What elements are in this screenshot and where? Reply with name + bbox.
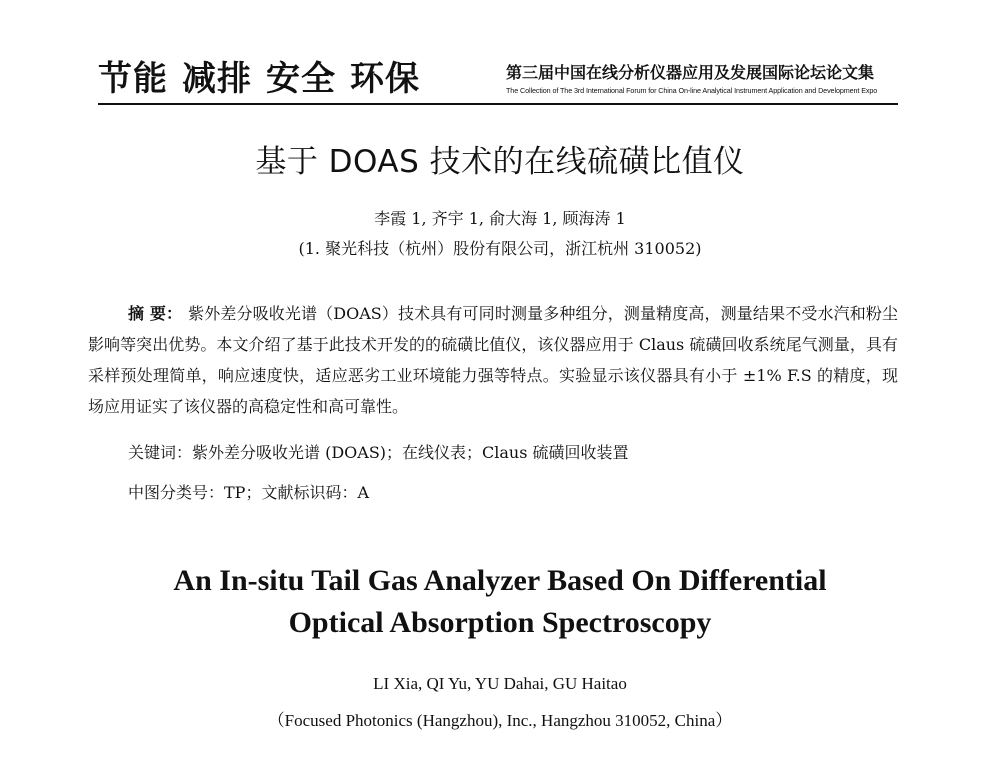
abstract-text: 紫外差分吸收光谱（DOAS）技术具有可同时测量多种组分，测量精度高，测量结果不受水汽和粉尘影响等突出优势。本文介绍了基于此技术开发的的硫磺比值仪，该仪器应用于 Claus 硫磺回收系统尾气测量，具有采样预处理简单，响应速度快，适应恶劣工业环境能力强等特点。实验显示该仪器具有小于 ±1% F.S 的精度，现场应用证实了该仪器的高稳定性和高可靠性。: [88, 304, 898, 416]
slogan-word: 节能: [98, 59, 168, 99]
slogan-word: 环保: [350, 59, 420, 99]
affiliation-cn: (1. 聚光科技（杭州）股份有限公司，浙江杭州 310052): [298, 239, 702, 258]
conference-title-cn: 第三届中国在线分析仪器应用及发展国际论坛论文集: [506, 63, 875, 82]
authors-cn: 李霞 1, 齐宇 1, 俞大海 1, 顾海涛 1: [374, 209, 626, 228]
paper-title-cn: 基于 DOAS 技术的在线硫磺比值仪: [255, 144, 745, 180]
slogan-word: 安全: [266, 59, 336, 99]
abstract-cn: [88, 298, 898, 422]
header-divider: [98, 103, 898, 105]
keywords-line: 关键词：紫外差分吸收光谱 (DOAS)；在线仪表；Claus 硫磺回收装置: [128, 443, 629, 462]
conference-title-en: The Collection of The 3rd International Forum for China On-line Analytical Instrument Application and Development Expo: [506, 86, 878, 95]
authors-en: LI Xia, QI Yu, YU Dahai, GU Haitao: [373, 674, 627, 693]
paper-title-en: [0, 560, 1000, 644]
slogan-word: 减排: [182, 59, 252, 99]
paper-title-en-line: Optical Absorption Spectroscopy: [288, 606, 712, 639]
affiliation-en: （Focused Photonics (Hangzhou), Inc., Hangzhou 310052, China）: [267, 711, 733, 730]
classification-line: 中图分类号：TP；文献标识码：A: [128, 483, 369, 502]
running-header: [98, 56, 898, 108]
header-slogan: [98, 56, 434, 102]
paper-title-en-line: An In-situ Tail Gas Analyzer Based On Differential: [173, 564, 827, 597]
conference-title-block: [506, 62, 898, 96]
abstract-label: 摘 要：: [128, 304, 183, 323]
